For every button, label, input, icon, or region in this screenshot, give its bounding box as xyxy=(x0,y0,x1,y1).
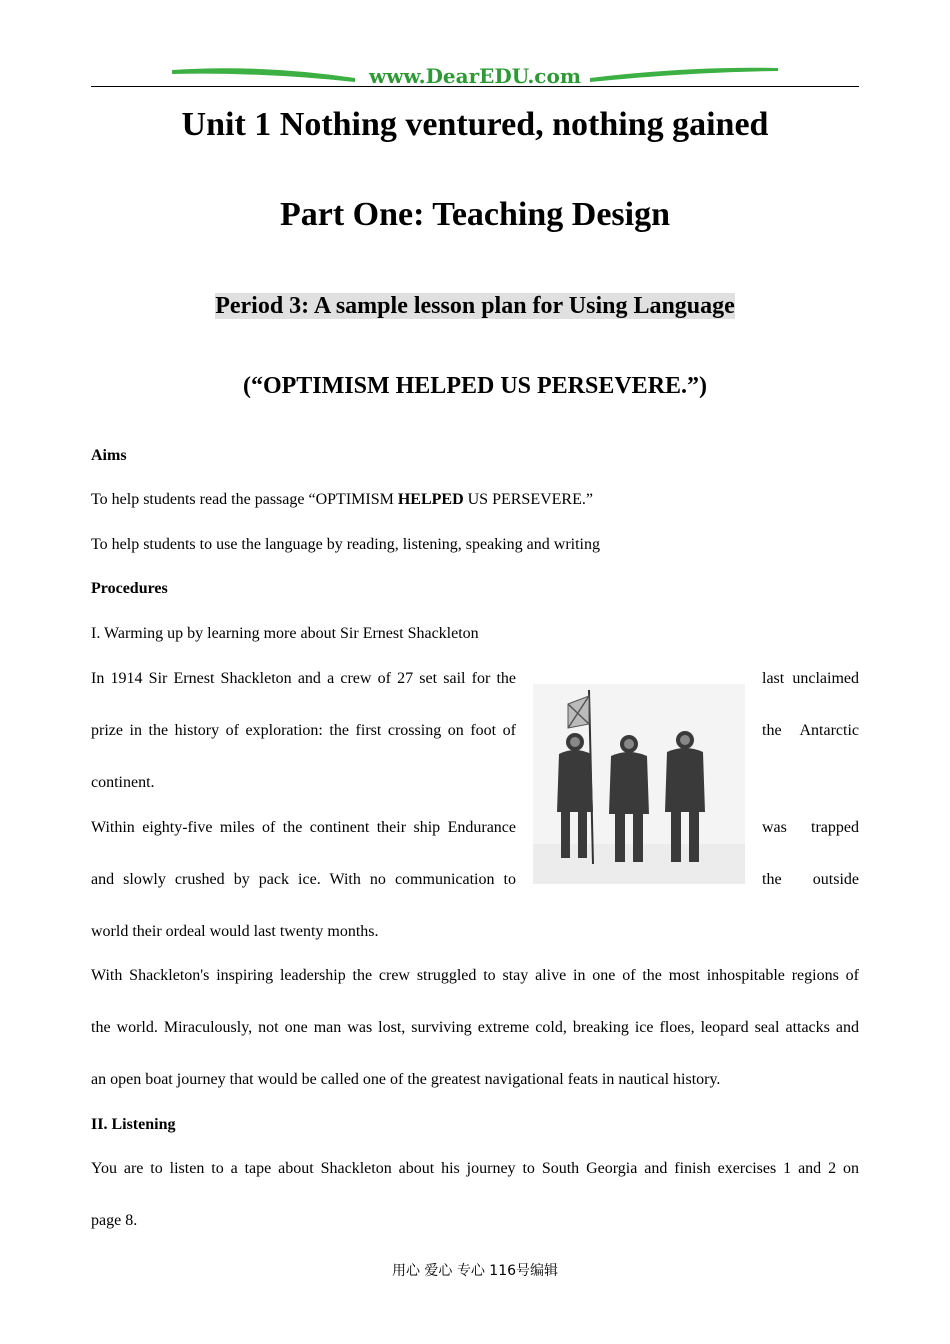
period-heading: Period 3: A sample lesson plan for Using Language xyxy=(215,293,735,319)
aims-item-1: To help students read the passage “OPTIMISM HELPED US PERSEVERE.” xyxy=(91,491,593,508)
para1-line2-right: the Antarctic xyxy=(762,722,859,739)
para2-line3: world their ordeal would last twenty months. xyxy=(91,923,379,940)
para3-line3: an open boat journey that would be called one of the greatest navigational feats in nautical history. xyxy=(91,1071,721,1088)
para2-line2-left: and slowly crushed by pack ice. With no communication to xyxy=(91,871,516,888)
header-logo xyxy=(170,62,780,88)
logo-swoosh-icon xyxy=(170,62,780,88)
para2-line2-right: the outside xyxy=(762,871,859,888)
document-title: Unit 1 Nothing ventured, nothing gained xyxy=(181,106,769,143)
para3-line1: With Shackleton's inspiring leadership the crew struggled to stay alive in one of the most inhospitable regions of xyxy=(91,967,859,984)
para4-line1: You are to listen to a tape about Shackleton about his journey to South Georgia and finish exercises 1 and 2 on xyxy=(91,1160,859,1177)
aims-item-2: To help students to use the language by reading, listening, speaking and writing xyxy=(91,536,600,553)
para4-line2: page 8. xyxy=(91,1212,138,1229)
para2-line1-right: was trapped xyxy=(762,819,859,836)
para1-line1-right: last unclaimed xyxy=(762,670,859,687)
para1-line2-left: prize in the history of exploration: the first crossing on foot of xyxy=(91,722,516,739)
logo-text: www.DearEDU.com xyxy=(368,64,582,88)
para3-line2: the world. Miraculously, not one man was lost, surviving extreme cold, breaking ice floes, leopard seal attacks and xyxy=(91,1019,859,1036)
passage-title: (“OPTIMISM HELPED US PERSEVERE.”) xyxy=(242,373,708,399)
aims-heading: Aims xyxy=(91,447,127,464)
document-subtitle: Part One: Teaching Design xyxy=(279,196,671,233)
page-footer: 用心 爱心 专心 116号编辑 xyxy=(391,1263,559,1279)
para1-line1-left: In 1914 Sir Ernest Shackleton and a crew of 27 set sail for the xyxy=(91,670,516,687)
section-1-heading: I. Warming up by learning more about Sir Ernest Shackleton xyxy=(91,625,479,642)
procedures-heading: Procedures xyxy=(91,580,168,597)
para2-line1-left: Within eighty-five miles of the continent their ship Endurance xyxy=(91,819,516,836)
expedition-photo xyxy=(533,684,745,884)
para1-line3: continent. xyxy=(91,774,155,791)
section-2-heading: II. Listening xyxy=(91,1116,176,1133)
